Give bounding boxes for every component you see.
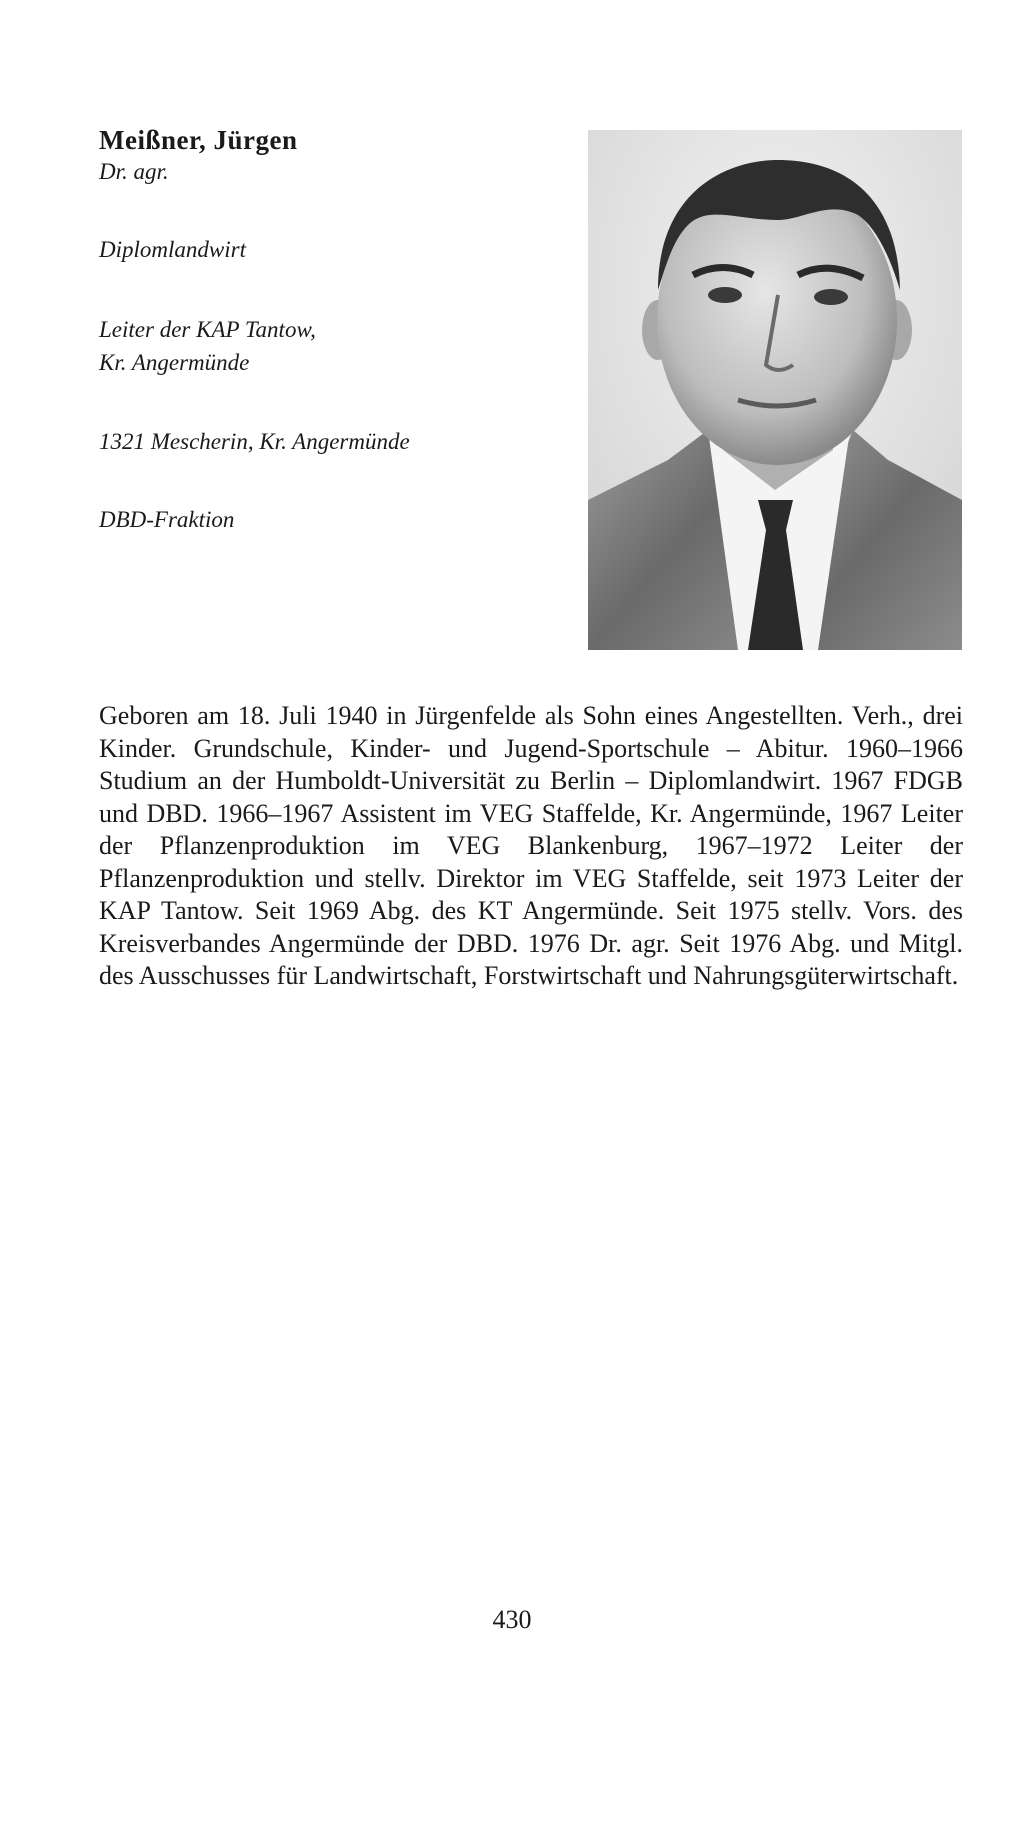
faction: DBD-Fraktion <box>99 507 235 532</box>
biography-paragraph: Geboren am 18. Juli 1940 in Jürgenfelde als Sohn eines Angestellten. Verh., drei Kinder. Grundschule, Kinder- und Jugend-Sportschule – Abitur. 1960–1966 Studium an der Humboldt-Universität zu Berlin – Diplomlandwirt. 1967 FDGB und DBD. 1966–1967 Assistent im VEG Staffelde, Kr. Angermünde, 1967 Leiter der Pflanzenproduktion im VEG Blankenburg, 1967–1972 Leiter der Pflanzenproduktion und stellv. Direktor im VEG Staffelde, seit 1973 Leiter der KAP Tantow. Seit 1969 Abg. des KT Angermünde. Seit 1975 stellv. Vors. des Kreisverbandes Angermünde der DBD. 1976 Dr. agr. Seit 1976 Abg. und Mitgl. des Ausschusses für Landwirtschaft, Forstwirtschaft und Nahrungsgüterwirtschaft. <box>99 701 963 990</box>
person-name: Meißner, Jürgen <box>99 125 298 155</box>
profession: Diplomlandwirt <box>99 237 246 262</box>
portrait-photo <box>588 130 962 650</box>
position-line-2: Kr. Angermünde <box>99 350 250 375</box>
address: 1321 Mescherin, Kr. Angermünde <box>99 429 410 454</box>
portrait-photo-icon <box>588 130 962 650</box>
entry-header <box>99 125 569 535</box>
position-line-1: Leiter der KAP Tantow, <box>99 317 316 342</box>
position <box>99 313 569 379</box>
page-number: 430 <box>492 1605 532 1634</box>
academic-title: Dr. agr. <box>99 159 169 184</box>
